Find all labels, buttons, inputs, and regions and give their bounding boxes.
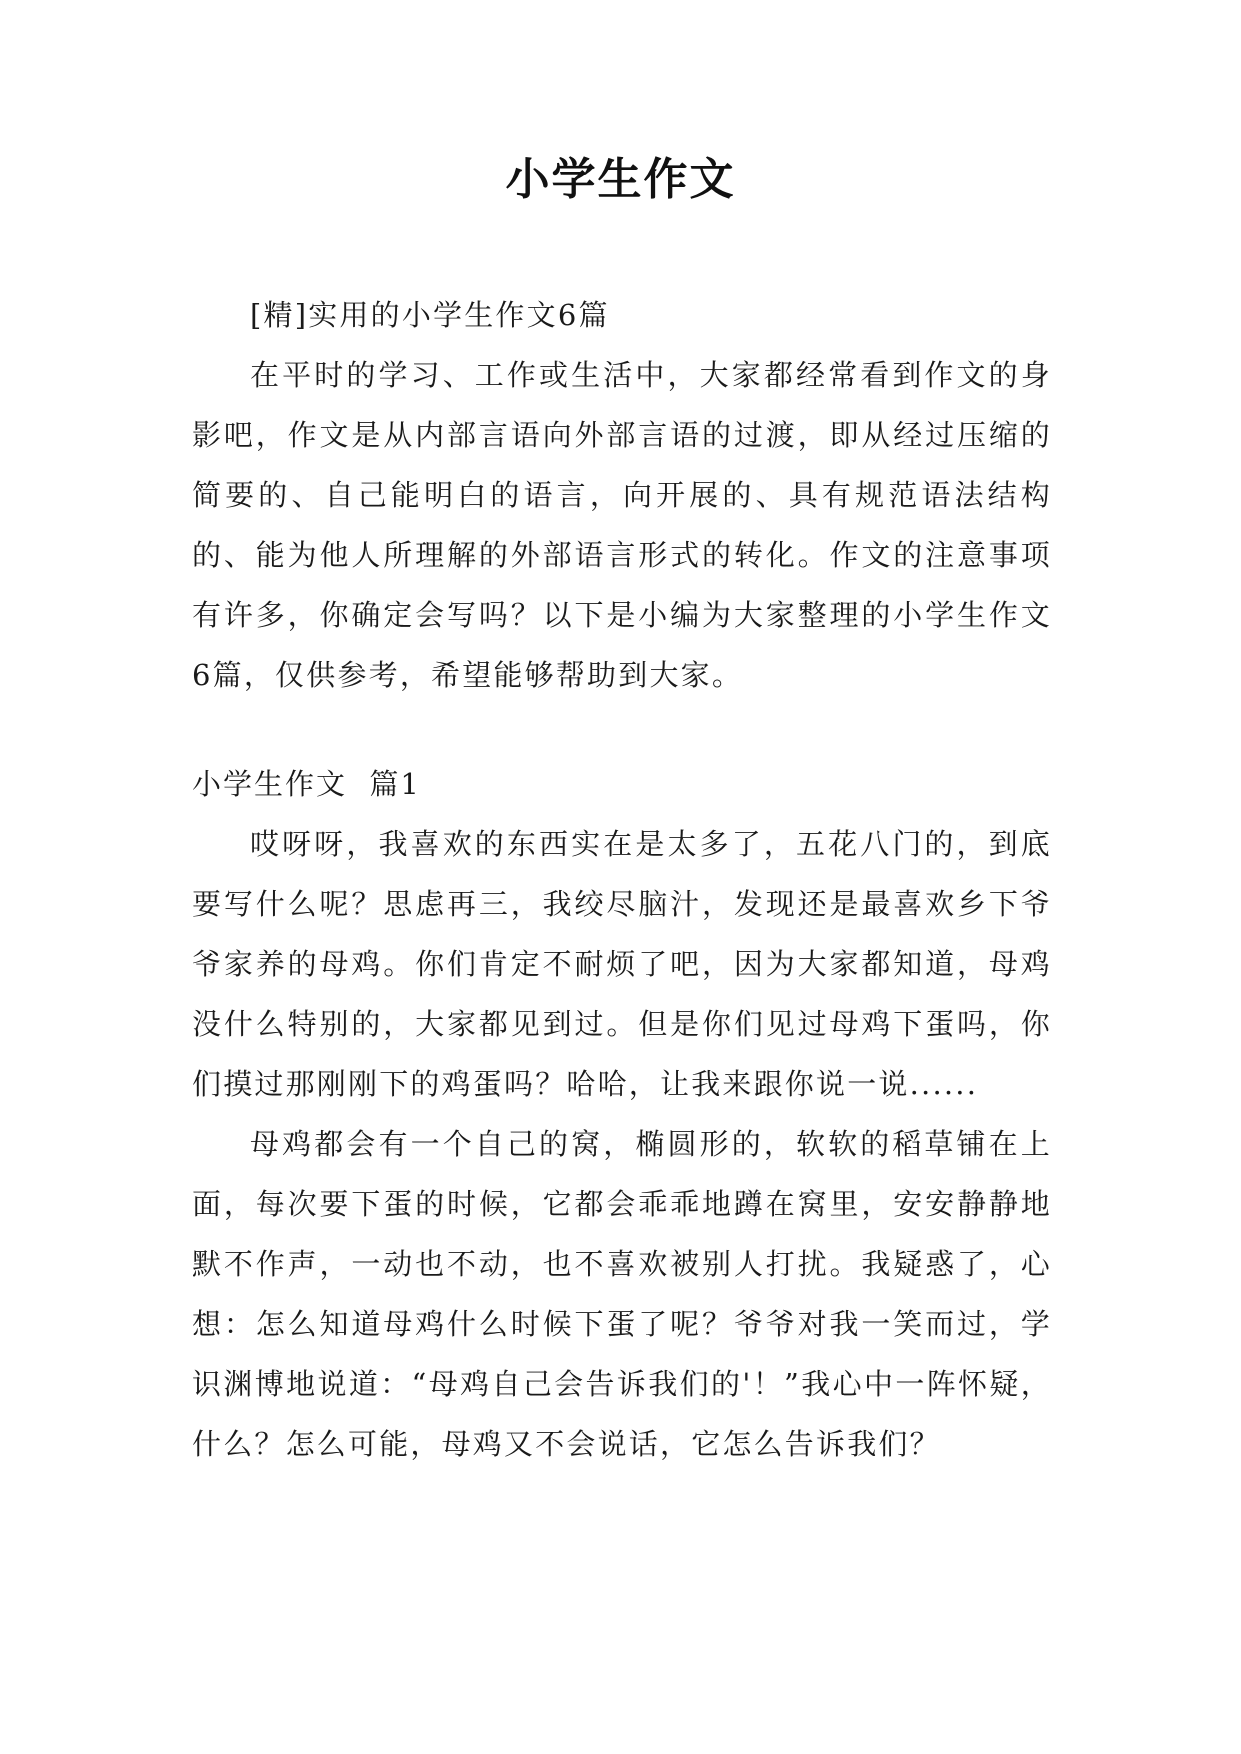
intro-section	[192, 285, 1052, 705]
document-title: 小学生作文	[505, 154, 736, 205]
essay-section	[192, 754, 1052, 1474]
essay-paragraph-1: 哎呀呀，我喜欢的东西实在是太多了，五花八门的，到底要写什么呢？思虑再三，我绞尽脑汁，发现还是最喜欢乡下爷爷家养的母鸡。你们肯定不耐烦了吧，因为大家都知道，母鸡没什么特别的，大家都见到过。但是你们见过母鸡下蛋吗，你们摸过那刚刚下的鸡蛋吗？哈哈，让我来跟你说一说......	[192, 827, 1052, 1101]
intro-paragraph: 在平时的学习、工作或生活中，大家都经常看到作文的身影吧，作文是从内部言语向外部言语的过渡，即从经过压缩的简要的、自己能明白的语言，向开展的、具有规范语法结构的、能为他人所理解的外部语言形式的转化。作文的注意事项有许多，你确定会写吗？以下是小编为大家整理的小学生作文6篇，仅供参考，希望能够帮助到大家。	[192, 358, 1052, 692]
section-heading: 小学生作文 篇1	[192, 767, 421, 801]
document-subtitle: [精]实用的小学生作文6篇	[250, 298, 610, 332]
essay-paragraph-2: 母鸡都会有一个自己的窝，椭圆形的，软软的稻草铺在上面，每次要下蛋的时候，它都会乖乖地蹲在窝里，安安静静地默不作声，一动也不动，也不喜欢被别人打扰。我疑惑了，心想：怎么知道母鸡什么时候下蛋了呢？爷爷对我一笑而过，学识渊博地说道：“母鸡自己会告诉我们的'！”我心中一阵怀疑，什么？怎么可能，母鸡又不会说话，它怎么告诉我们？	[192, 1127, 1052, 1461]
